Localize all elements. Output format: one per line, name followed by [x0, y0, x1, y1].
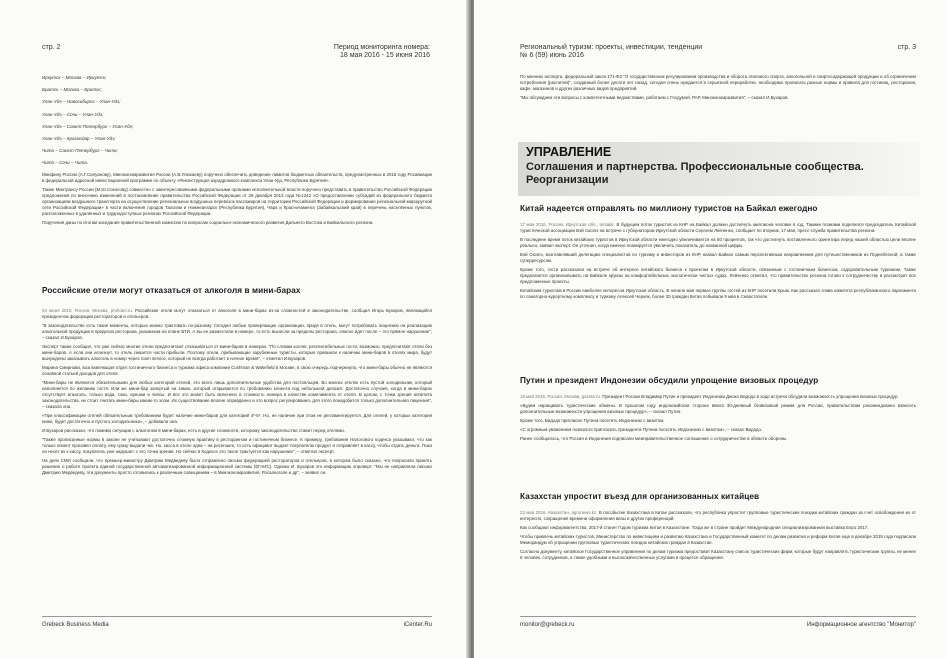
- article-title-china-baikal: Китай надеется отправлять по миллиону туристов на Байкал ежегодно: [520, 204, 818, 213]
- article-title-putin-indonesia: Путин и президент Индонезии обсудили упрощение визовых процедур: [520, 376, 819, 385]
- right-header-line1: Региональный туризм: проекты, инвестиции, тенденции: [520, 44, 703, 51]
- paragraph: «С огромным уважением позвольте пригласить президента Путина посетить Индонезию с визитом», – сказал Видодо.: [520, 427, 763, 432]
- paragraph: Поручения даны по итогам заседания правительственной комиссии по вопросам социально-экономического развития Дальнего Востока и Байкальского региона.: [42, 220, 374, 225]
- right-intro-text: [520, 74, 916, 104]
- article-meta: 23 мая 2016, Казахстан, agronews.kz.: [520, 510, 598, 515]
- paragraph-text: В будущем поток туристов из КНР на Байкал должен достигнуть миллиона человек в год. Такими планами поделился председатель Китайской туристической ассоциации Вэй Сюэлэ на встрече с губернатором Иркутской области Сергеем Левченко, сообщает по вторник, 17 мая, пресс-служба правительства региона.: [520, 222, 916, 233]
- paragraph-text: В пособытие Казахстана в Китае рассказали, что республика упростит групповые туристические поездки китайских граждан за счет освобождения их от интересно, сокращения времени оформления визы и других преференций.: [520, 510, 916, 521]
- paragraph: «Будем наращивать туристические обмены. В прошлом году индонезийская сторона ввела 30-дневный безвизовый режим для России, правительствам рекомендовано взвесить дополнительные возможности упрощения визовых процедур», – сказал Путин.: [520, 403, 916, 414]
- route-item: Чита – Сочи – Чита.: [42, 160, 89, 166]
- route-item: Чита – Санкт-Петербург – Чита;: [42, 148, 118, 154]
- paragraph: Кроме того, гости рассказали на встрече об интересе китайского бизнеса к проектам в Иркутской области, связанным с гостиничным бизнесом, оздоровительным туризмом. Также предлагается организовывать на Байкале круизы на комфортабельных экологически чистых судах. Левченко отметил, что правительство региона готово к сотрудничеству и рассмотрит все предложенные проекты.: [520, 267, 916, 284]
- left-header-line1: Период мониторинга номера:: [333, 44, 430, 51]
- section-title: УПРАВЛЕНИЕ: [526, 145, 612, 159]
- paragraph: [520, 222, 916, 234]
- right-page-number: стр. 3: [897, 44, 916, 51]
- article-meta: 17 мая 2016, Россия, Иркутская обл., tentaikr.: [520, 222, 615, 227]
- left-page-number: стр. 2: [42, 44, 61, 51]
- left-page: [0, 0, 470, 658]
- left-footer-publisher: Grebeck Business Media: [42, 622, 109, 628]
- paragraph: «При классификации отелей обязательным требованием будет наличие мини-баров для категорий 4*-5*. Но, не наличие при этом не регламентируется. Для отелей, у которых категория ниже, будет достаточно и пустого холодильника», – добавила она.: [42, 413, 432, 424]
- paragraph: Согласно документу, китайское Государственное управление по делам туризма предоставит Казахстану список туристических фирм, которые будут направлять туристические группы, не менее 5 человек, сотрудников, а также удобными и высококачественных услугами в процессе обращения.: [520, 549, 916, 560]
- paragraph: "Мини-бары не являются обязательными для любых категорий отелей, это всего лишь дополнительные удобства для постояльцев. Во многих отелях есть пустой холодильник, который наполняется по желанию гостя. Или же мини-бар запертый на замок, который открывается по требованию клиента под небольшой депозит. Достаточно случаев, когда в мини-барах отсутствует алкоголь, только вода, соки, орешки и чипсы. И все это может быть включено в стоимость номера в качестве комплимента от отеля. В целом, с точки зрения аппетита законодательства, не стоит считать мини-бары каким-то злом. Их существование вполне оправданно и это вопрос регулирования, для этого понадобится только дополнительная лицензия", – сказала она.: [42, 380, 432, 409]
- paragraph: На днях СМИ сообщили, что премьер-министру Дмитрию Медведеву было отправлено письмо федерацией рестораторов и отельеров, в котором было сказано, что попросили принять решение о работе проекта единой государственной автоматизированной информационной системы (ЕГАИС). Однако И. Бухаров это информацию опроверг: "Мы не направляли письмо Дмитрию Медведеву, эти документы просто готовились к различным совещаниям – в Минэкономразвития, Росалкоголе и др", – заявил он.: [42, 458, 432, 475]
- article-meta: 04 июня 2016, Россия, Москва, prohotel.ru.: [42, 308, 133, 313]
- route-item: Улан-Удэ – Сочи – Улан-Удэ;: [42, 111, 104, 117]
- paragraph-text: Российские отели могут отказаться от алкоголя в мини-барах из-за сложностей в законодательстве, сообщил Игорь Бухаров, являющийся президентом федерации рестораторов и отельеров.: [42, 308, 432, 319]
- article-meta: 18 мая 2016, Россия, Москва, gazeta.ru.: [520, 394, 602, 399]
- left-intro-text: [42, 172, 432, 229]
- route-list: [42, 72, 242, 170]
- paragraph: В последние время поток китайских туристов в Иркутской области ежегодно увеличивается на 50 процентов, так что достигнуть поставленного ориентира перед нашей областью цели вполне реально, заявил эксперт. Он уточнил, когда именно планируется увеличить показатель до названной цифры.: [520, 237, 916, 248]
- paragraph: По мнению эксперта, федеральный закон 171-ФЗ "О государственном регулировании производства и оборота этилового спирта, алкогольной и спиртосодержащей продукции и об ограничении потребления (распития)", созданный более десяти лет назад, сегодня очень нуждается в серьезной переработке, необходимо прописать разные нормы и правила для гостиниц, ресторанов, кафе, магазинов и других различных видов предприятий.: [520, 74, 916, 91]
- paragraph: И.Бухаров рассказал, что помимо ситуации с алкоголем в мини-барах, есть и другие сложности, которому законодательство ставит перед отелями.: [42, 428, 345, 433]
- right-header: [520, 44, 780, 60]
- paragraph: [520, 394, 916, 400]
- article-title-hotels: Российские отели могут отказаться от алкоголя в мини-барах: [42, 286, 301, 295]
- paragraph: Китайским туристам в России наиболее интересна Иркутская область. В начале мая первые группы гостей из КНР посетили Крым. Как рассказал глава комитета республиканского парламента по санаторно-курортному комплексу и туризму Алексей Черняк, более 20 граждан Китая побывали 9 мая в Севастополе.: [520, 288, 916, 299]
- paragraph: "В законодательстве есть такие моменты, которые можно трактовать по-разному. Сегодня любые проверяющие организации, придя в отель, могут потребовать лицензию на реализацию алкогольной продукции в пределах ресторана, указанном на плане БТИ. А вы ее разместили в номере, то есть вынесли за пределы ресторана, опасно идет после – это прямое нарушение", – сказал И.Бухаров.: [42, 323, 432, 340]
- left-header-period: [300, 44, 430, 60]
- footer-divider: [42, 616, 432, 617]
- article-body-hotels: [42, 308, 432, 479]
- article-title-kazakhstan: Казахстан упростит въезд для организованных китайцев: [520, 492, 760, 501]
- route-item: Улан-Удэ – Новосибирск – Улан-Удэ;: [42, 99, 121, 105]
- paragraph: Также Минтрансу России (М.Ю.Соколову) совместно с заинтересованными федеральными органами исполнительной власти поручено представить в правительство Российской Федерации предложения по внесению изменений в постановление правительства Российской Федерации от 25 декабря 2013 года №1242 «О предоставлении субсидий из федерального бюджета организациям воздушного транспорта на осуществление региональных воздушных перевозок пассажиров на территории Российской Федерации и формирование региональной маршрутной сети Российской Федерации» в части включения городов Тахсиэм и Нижнеангарск (Республика Бурятия), Чара и Красночаменск (Забайкальский край) в перечень населённых пунктов, расположенных в удалённых и труднодоступных регионах Российской Федерации.: [42, 187, 432, 216]
- article-body-china-baikal: [520, 222, 916, 303]
- route-item: Братск – Москва – Братск;: [42, 87, 102, 93]
- left-header-line2: 18 мая 2016 - 15 июня 2016: [339, 52, 430, 59]
- paragraph: Вэй Сюэлэ, возглавлявший делегацию специалистов по туризму и инвесторов из КНР, назвал Байкал самым перспективным направлением для путешественников из Поднебесной, а также суперресурсом.: [520, 252, 916, 263]
- paragraph-text: Президент России Владимир Путин и президент Индонезии Джоко Видодо в ходе встречи обсудили возможность упрощения визовых процедур.: [602, 394, 899, 399]
- right-footer-agency: Информационное агентство "Монитор": [806, 622, 916, 628]
- article-body-kazakhstan: [520, 510, 916, 564]
- route-item: Иркутск – Москва – Иркутск;: [42, 75, 107, 80]
- paragraph: [42, 308, 432, 320]
- paragraph: Марина Смирнова, возглавляющая отдел гостиничного бизнеса и туризма офиса компании Cushman & Wakefield в Москве, в свою очередь подчеркнула, что мини-бары обычно не являются основной статьей доходов для отеля.: [42, 365, 432, 376]
- footer-divider: [520, 616, 916, 617]
- paragraph: Чтобы привлечь китайских туристов, Министерство по инвестициям и развитию Казахстана и Государственный комитет по делам развития и реформ Китая еще в декабре 2015 года подписали Меморандум об упрощении групповых туристических поездок китайских граждан в Казахстан.: [520, 534, 916, 545]
- paragraph: Кроме того, Видодо пригласил Путина посетить Индонезию с визитом.: [520, 418, 665, 423]
- paragraph: Эксперт также сообщил, что уже сейчас многие отели предпочитают отказываться от мини-баров в номерах. "По словам коллег, респектабельные гости, возможно, предпочитают отели без мини-баров. А если они исчезнут, то отель лишится части прибыли. Поэтому отели, прибывающие зарубежные туристы, которые привыкли к наличию мини-баров в отелях мира, будут вынуждены заказывать алкоголь в номер через room service, который не всегда работает в ночное время", – отметил И.Бухаров.: [42, 344, 432, 361]
- route-item: Улан-Удэ – Краснодар – Улан-Удэ;: [42, 136, 116, 142]
- right-header-line2: № 6 (59) июнь 2016: [520, 52, 584, 59]
- left-footer-site: iCenter.Ru: [403, 622, 432, 628]
- paragraph: "Мы обсуждаем эти вопросы с компетентными ведомствами, работаем с Госдумой, РАР, Минэкономразвития", – сказал И.Бухаров.: [520, 95, 789, 100]
- paragraph: "Также прописанные нормы в законе не учитывают достаточно сложную практику в ресторанном и гостиничном бизнесе. К примеру, требования Налогового кодекса указывают, что как только клиент произвел оплату, ему сразу выдали чек. Но, касса в отеле одна – на ресепшен, то есть официант выдает покупателю продукт и отправляет в кассу, чтобы отдать деньги. Пока он несет их к кассу, покупатель уже нарушил: с его точки зрения. Но сейчас в Кодексе это такое трактуется как нарушение", – отметил эксперт.: [42, 437, 432, 454]
- article-body-putin-indonesia: [520, 394, 916, 445]
- paragraph: Ранее сообщалось, что Россия и Индонезия подписали межправительственное соглашение о сотрудничестве в области обороны.: [520, 436, 788, 441]
- route-item: Улан-Удэ – Санкт-Петербург – Улан-Удэ;: [42, 123, 134, 129]
- paragraph: Минфину России (А.Г.Силуанову), Минэкономразвития России (А.В.Улюкаеву) поручено обеспечить доведение лимитов бюджетных обязательств, предусмотренных в 2016 году Росавиации в федеральной адресной инвестиционной программе по объекту «Реконструкция аэродромного комплекса Улан-Удэ, Республика Бурятия».: [42, 172, 432, 183]
- paragraph: Как сообщают информагентства, 2017-й станет Годом туризма Китая в Казахстане. Тогда же в стране пройдет Международная специализированная выставка Expo 2017.: [520, 525, 869, 530]
- paragraph: [520, 510, 916, 522]
- right-footer-email: monitor@grebeck.ru: [520, 622, 575, 628]
- section-subtitle: Соглашения и партнерства. Профессиональные сообщества. Реорганизации: [526, 161, 864, 186]
